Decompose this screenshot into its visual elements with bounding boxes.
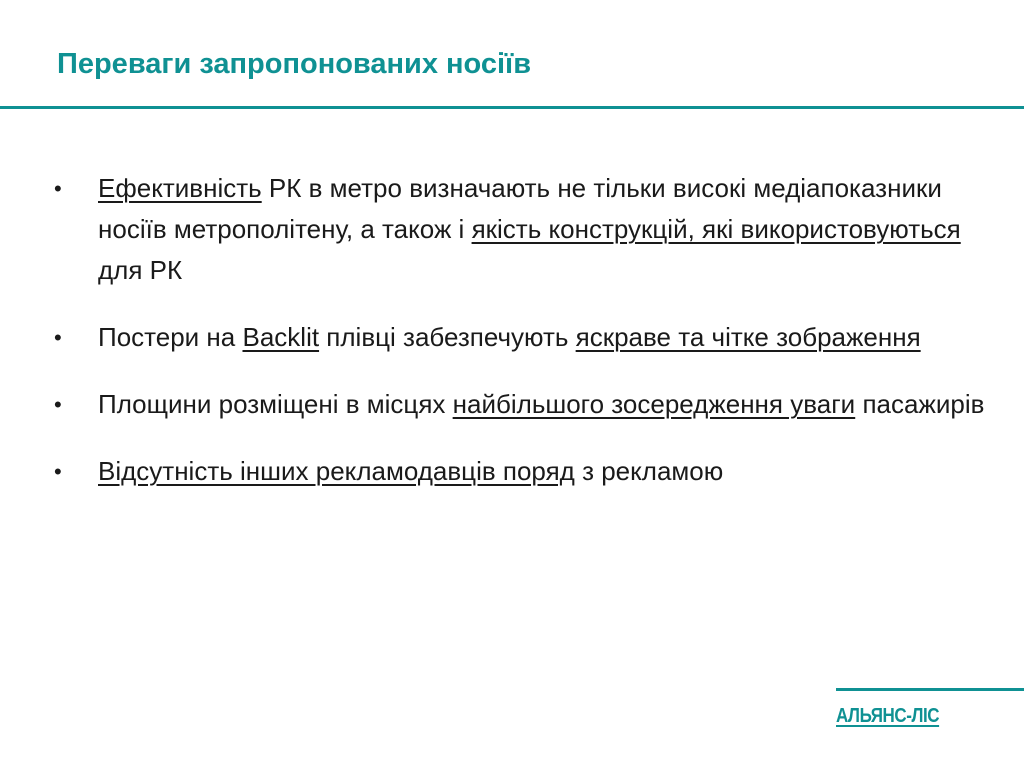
bullet-text [98,389,984,419]
bullet-dot-icon: • [54,176,62,201]
emphasis-text: якість конструкцій, які використовуються [471,214,961,244]
bullet-text [98,322,921,352]
bullet-item-exclusivity [0,451,1000,492]
bullet-list [0,168,1000,518]
bullet-item-placement [0,384,1000,425]
plain-text: пасажирів [855,389,985,419]
plain-text: РК в метро визначають не тільки високі медіапоказники носіїв метрополітену, а також і [98,173,942,244]
title-divider [0,106,1024,109]
emphasis-text: Backlit [242,322,320,352]
plain-text: для РК [98,255,183,285]
slide-title: Переваги запропонованих носіїв [57,48,532,80]
emphasis-text: Відсутність інших рекламодавців поряд [98,456,575,486]
bullet-item-effectiveness [0,168,1000,291]
plain-text: з рекламою [574,456,724,486]
emphasis-text: Ефективність [98,173,262,203]
brand-logo: АЛЬЯНС-ЛІС [836,705,940,727]
bullet-dot-icon: • [54,459,62,484]
plain-text: Площини розміщені в місцях [98,389,453,419]
emphasis-text: яскраве та чітке зображення [575,322,921,352]
emphasis-text: найбільшого зосередження уваги [452,389,856,419]
bullet-text [98,173,961,285]
bullet-dot-icon: • [54,392,62,417]
bullet-text [98,456,723,486]
footer-divider [836,688,1024,691]
plain-text: Постери на [98,322,243,352]
bullet-item-backlit [0,317,1000,358]
plain-text: плівці забезпечують [319,322,576,352]
bullet-dot-icon: • [54,325,62,350]
